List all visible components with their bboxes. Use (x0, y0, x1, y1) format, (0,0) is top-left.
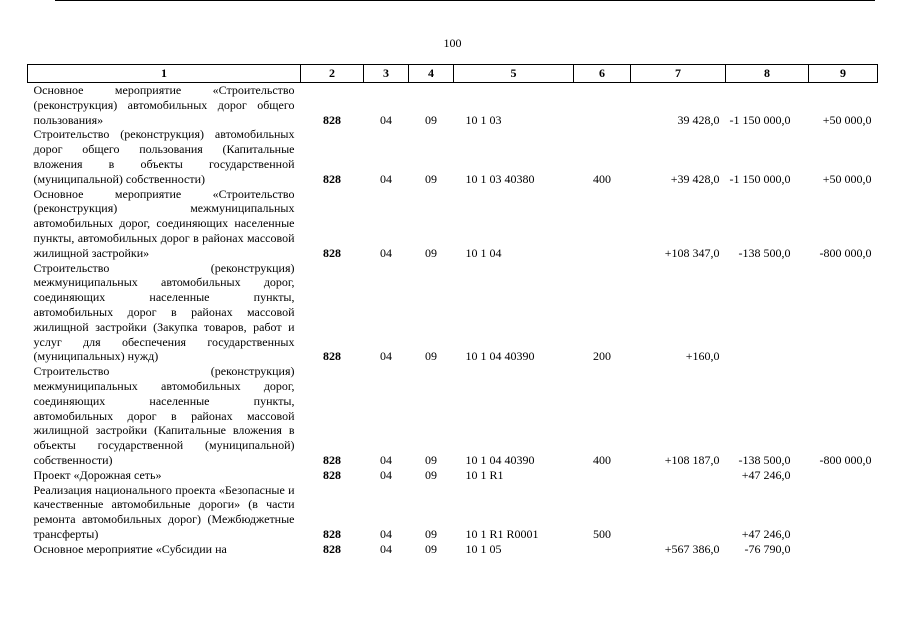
cell-amount-2021 (809, 261, 878, 365)
table-row (28, 542, 878, 557)
cell-section: 04 (380, 526, 392, 541)
cell-expense-type (574, 468, 631, 483)
cell-amount-2020: -1 150 000,0 (729, 171, 791, 186)
cell-amount-2021: -800 000,0 (819, 452, 872, 467)
row-description: Строительство (реконструкция) межмуниципальных автомобильных дорог, соединяющих населенные пункты, автомобильных дорог в районах массовой жилищной застройки (Капитальные вложения в объекты государственной (муниципальной) собственности) (33, 364, 295, 467)
row-description: Основное мероприятие «Строительство (реконструкция) межмуниципальных автомобильных дорог, соединяющих населенные пункты, автомобильных дорог в районах массовой жилищной застройки» (33, 186, 295, 260)
row-description: Основное мероприятие «Строительство (реконструкция) автомобильных дорог общего пользования» (33, 83, 295, 127)
cell-amount-2020: -138 500,0 (738, 452, 791, 467)
cell-subsection: 09 (425, 526, 437, 541)
cell-expense-type (574, 83, 631, 128)
table-row (28, 483, 878, 542)
budget-table (27, 64, 878, 557)
column-header: 4 (409, 65, 454, 83)
cell-target-article: 10 1 R1 (465, 467, 504, 482)
cell-expense-type: 500 (593, 526, 611, 541)
cell-amount-2019: +108 347,0 (664, 245, 720, 260)
cell-expense-type (574, 542, 631, 557)
cell-amount-2020 (726, 261, 809, 365)
cell-ministry-code: 828 (323, 541, 341, 556)
cell-subsection: 09 (425, 349, 437, 364)
cell-ministry-code: 828 (323, 452, 341, 467)
cell-amount-2019: +160,0 (685, 349, 720, 364)
cell-subsection: 09 (425, 452, 437, 467)
cell-expense-type: 200 (593, 349, 611, 364)
column-header: 8 (726, 65, 809, 83)
cell-section: 04 (380, 452, 392, 467)
cell-amount-2019: +567 386,0 (664, 541, 720, 556)
cell-amount-2021 (809, 542, 878, 557)
cell-section: 04 (380, 171, 392, 186)
cell-amount-2019: +108 187,0 (664, 452, 720, 467)
top-rule (55, 0, 875, 1)
cell-expense-type: 400 (593, 171, 611, 186)
column-header: 2 (301, 65, 364, 83)
header-row (28, 65, 878, 83)
table-row (28, 187, 878, 261)
cell-section: 04 (380, 541, 392, 556)
cell-target-article: 10 1 05 (465, 541, 502, 556)
cell-amount-2021: +50 000,0 (822, 171, 872, 186)
cell-expense-type (574, 187, 631, 261)
row-description: Строительство (реконструкция) автомобильных дорог общего пользования (Капитальные вложения в объекты государственной (муниципальной) собственности) (33, 127, 295, 186)
cell-target-article: 10 1 03 40380 (465, 171, 535, 186)
cell-target-article: 10 1 04 40390 (465, 452, 535, 467)
cell-amount-2021 (809, 468, 878, 483)
cell-ministry-code: 828 (323, 467, 341, 482)
cell-subsection: 09 (425, 245, 437, 260)
cell-ministry-code: 828 (323, 171, 341, 186)
cell-ministry-code: 828 (323, 526, 341, 541)
column-header: 7 (631, 65, 726, 83)
cell-target-article: 10 1 04 40390 (465, 349, 535, 364)
row-description: Реализация национального проекта «Безопасные и качественные автомобильные дороги» (в части ремонта автомобильных дорог) (Межбюджетные трансферты) (33, 482, 295, 541)
cell-target-article: 10 1 R1 R0001 (465, 526, 539, 541)
cell-amount-2020: +47 246,0 (741, 467, 791, 482)
cell-section: 04 (380, 467, 392, 482)
column-header: 9 (809, 65, 878, 83)
cell-section: 04 (380, 349, 392, 364)
cell-amount-2020: -138 500,0 (738, 245, 791, 260)
cell-target-article: 10 1 04 (465, 245, 502, 260)
cell-target-article: 10 1 03 (465, 112, 502, 127)
cell-subsection: 09 (425, 541, 437, 556)
cell-amount-2020: -1 150 000,0 (729, 112, 791, 127)
page-number: 100 (443, 36, 462, 50)
table-row (28, 261, 878, 365)
cell-section: 04 (380, 245, 392, 260)
cell-amount-2019: 39 428,0 (677, 112, 720, 127)
cell-ministry-code: 828 (323, 245, 341, 260)
cell-ministry-code: 828 (323, 349, 341, 364)
cell-subsection: 09 (425, 112, 437, 127)
table-row (28, 127, 878, 186)
table-row (28, 468, 878, 483)
row-description: Проект «Дорожная сеть» (33, 467, 162, 482)
table-row (28, 364, 878, 468)
column-header: 1 (28, 65, 301, 83)
cell-subsection: 09 (425, 171, 437, 186)
column-header: 3 (364, 65, 409, 83)
cell-amount-2020: +47 246,0 (741, 526, 791, 541)
cell-amount-2021: -800 000,0 (819, 245, 872, 260)
cell-amount-2019: +39 428,0 (670, 171, 720, 186)
cell-amount-2021 (809, 483, 878, 542)
cell-amount-2021: +50 000,0 (822, 112, 872, 127)
column-header: 6 (574, 65, 631, 83)
cell-ministry-code: 828 (323, 112, 341, 127)
row-description: Основное мероприятие «Субсидии на (33, 541, 227, 556)
cell-subsection: 09 (425, 467, 437, 482)
cell-expense-type: 400 (593, 452, 611, 467)
cell-section: 04 (380, 112, 392, 127)
cell-amount-2019 (631, 468, 726, 483)
column-header: 5 (454, 65, 574, 83)
cell-amount-2020: -76 790,0 (744, 541, 791, 556)
row-description: Строительство (реконструкция) межмуниципальных автомобильных дорог, соединяющих населенные пункты, автомобильных дорог в районах массовой жилищной застройки (Закупка товаров, работ и услуг для обеспечения государственных (муниципальных) нужд) (33, 260, 295, 364)
table-row (28, 83, 878, 128)
cell-amount-2019 (631, 483, 726, 542)
